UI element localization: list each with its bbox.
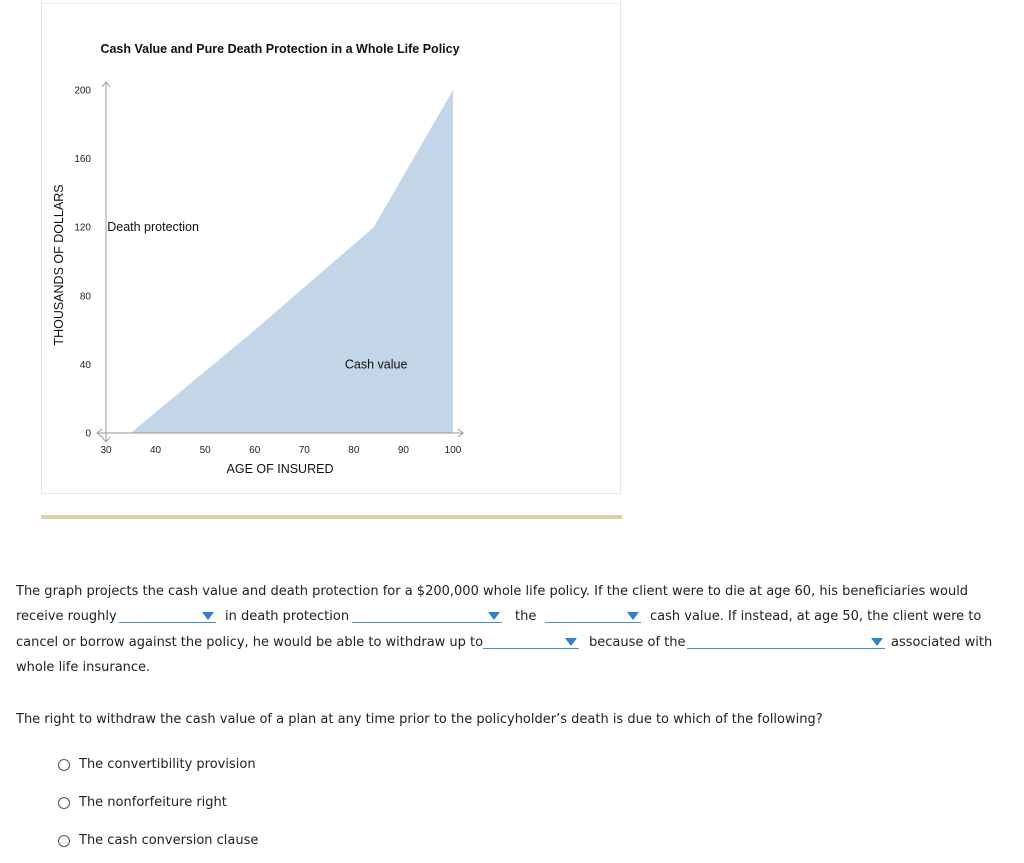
y-axis-label: THOUSANDS OF DOLLARS (52, 184, 66, 346)
option-label: The convertibility provision (79, 757, 256, 772)
q1-line1: The graph projects the cash value and death protection for a $200,000 whole life policy. If the client were to die at age 60, his beneficiaries would (16, 584, 969, 599)
death-protection-area (131, 90, 453, 433)
y-tick-label: 40 (79, 359, 91, 371)
q2-prompt: The right to withdraw the cash value of a plan at any time prior to the policyholder’s death is due to which of the following? (16, 712, 823, 727)
radio-button[interactable] (58, 797, 70, 809)
q1-because-text: because of the (589, 635, 686, 650)
section-divider (41, 515, 622, 519)
x-tick-label: 40 (150, 445, 162, 456)
chevron-down-icon (565, 638, 577, 646)
y-tick-label: 0 (85, 428, 91, 440)
radio-button[interactable] (58, 759, 70, 771)
cash-value-amount-dropdown[interactable] (545, 610, 641, 623)
y-tick-label: 160 (74, 154, 91, 166)
protection-amount-dropdown[interactable] (119, 610, 216, 623)
chevron-down-icon (627, 612, 639, 620)
comparison-dropdown[interactable] (352, 610, 502, 623)
death-protection-label: Death protection (107, 220, 199, 235)
q1-associated-text: associated with (891, 635, 993, 650)
x-tick-label: 100 (444, 445, 462, 456)
chevron-down-icon (202, 612, 214, 620)
x-tick-label: 30 (100, 445, 112, 456)
chart-title: Cash Value and Pure Death Protection in a Whole Life Policy (100, 42, 460, 56)
x-tick-label: 80 (348, 445, 360, 456)
whole-life-area-chart (0, 0, 660, 500)
y-tick-label: 80 (79, 291, 91, 303)
cash-value-label: Cash value (344, 357, 408, 372)
q1-whole-life-text: whole life insurance. (16, 660, 151, 675)
option-nonforfeiture[interactable] (58, 795, 227, 810)
q1-cash-value-text: cash value. If instead, at age 50, the client were to (650, 609, 982, 624)
option-label: The cash conversion clause (79, 833, 259, 848)
x-tick-label: 70 (298, 445, 310, 456)
radio-button[interactable] (58, 835, 70, 847)
x-tick-label: 50 (199, 445, 211, 456)
option-cash-conversion[interactable] (58, 833, 258, 848)
q1-the-text: the (515, 609, 537, 624)
x-tick-label: 60 (249, 445, 261, 456)
option-convertibility[interactable] (58, 757, 256, 772)
x-axis-label: AGE OF INSURED (226, 462, 334, 476)
chevron-down-icon (488, 612, 500, 620)
option-label: The nonforfeiture right (79, 795, 227, 810)
withdraw-amount-dropdown[interactable] (483, 636, 579, 649)
chevron-down-icon (871, 638, 883, 646)
feature-dropdown[interactable] (687, 636, 885, 649)
y-tick-label: 120 (74, 222, 91, 234)
x-tick-label: 90 (397, 445, 409, 456)
y-tick-label: 200 (74, 85, 91, 97)
q1-in-death-text: in death protection (225, 609, 350, 624)
q1-receive-text: receive roughly (16, 609, 117, 624)
q1-cancel-text: cancel or borrow against the policy, he would be able to withdraw up to (16, 635, 484, 650)
